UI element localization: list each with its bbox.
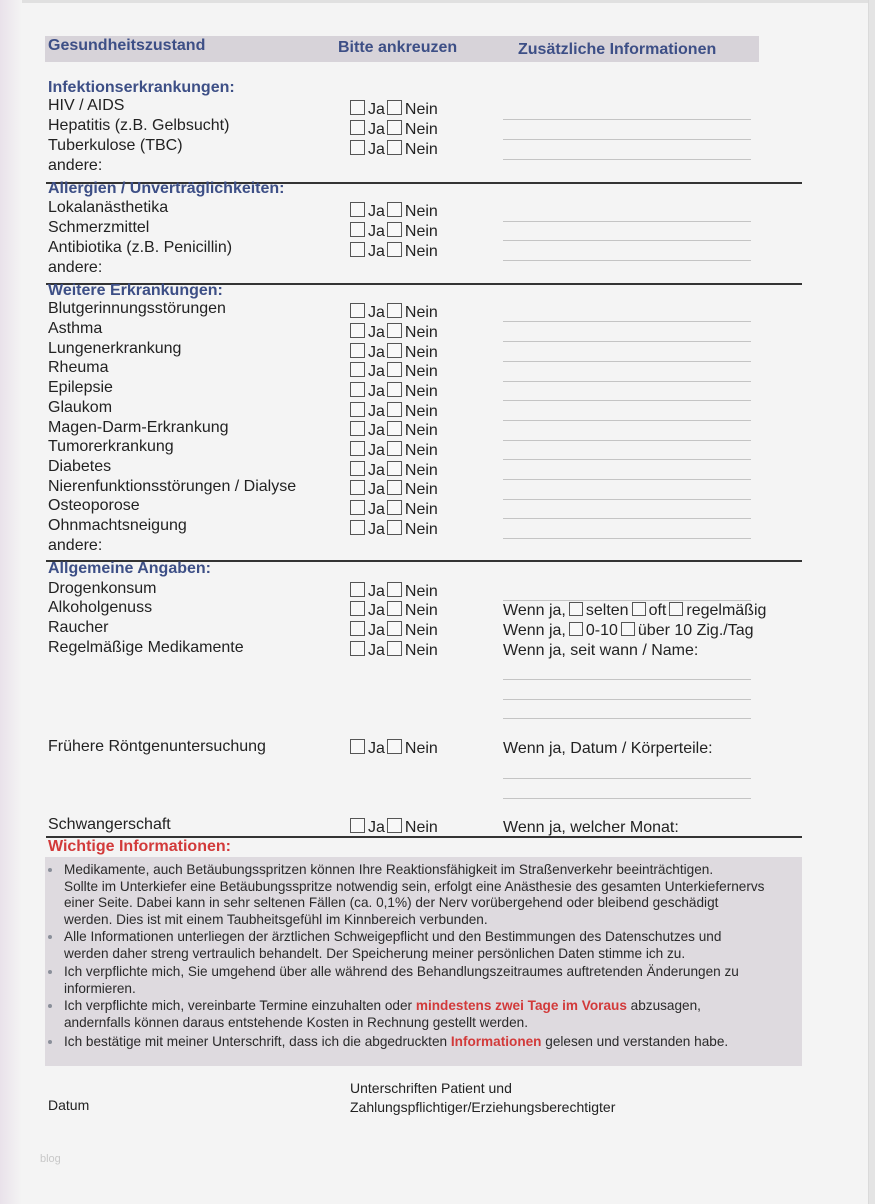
info-line[interactable] [503, 361, 751, 362]
checkbox-no[interactable] [387, 461, 402, 476]
bullet-line: informieren. [64, 980, 136, 996]
yes-no-check [350, 222, 438, 241]
yes-label: Ja [368, 521, 385, 538]
no-label: Nein [404, 344, 438, 361]
no-label: Nein [404, 223, 438, 240]
row-label: Glaukom [48, 399, 113, 416]
bullet-icon [48, 970, 52, 974]
info-line[interactable] [503, 321, 751, 322]
checkbox-yes[interactable] [350, 621, 365, 636]
bullet-highlight: Informationen [450, 1034, 542, 1049]
checkbox-0-10[interactable] [569, 622, 583, 636]
checkbox-yes[interactable] [350, 480, 365, 495]
checkbox-no[interactable] [387, 739, 402, 754]
checkbox-yes[interactable] [350, 382, 365, 397]
row-label: Blutgerinnungsstörungen [48, 300, 226, 317]
checkbox-no[interactable] [387, 323, 402, 338]
info-line[interactable] [503, 479, 751, 480]
info-bullet [48, 964, 804, 997]
checkbox-yes[interactable] [350, 100, 365, 115]
yes-label: Ja [368, 462, 385, 479]
row-label: Antibiotika (z.B. Penicillin) [48, 239, 233, 256]
alcohol-frequency [503, 602, 766, 620]
checkbox-yes[interactable] [350, 323, 365, 338]
info-bullet [48, 1034, 804, 1051]
page-right-edge [868, 0, 875, 1204]
no-label: Nein [404, 462, 438, 479]
info-line[interactable] [503, 679, 751, 680]
checkbox-no[interactable] [387, 362, 402, 377]
checkbox-yes[interactable] [350, 362, 365, 377]
yes-no-check [350, 343, 438, 362]
info-bullet [48, 998, 804, 1031]
row-label: Hepatitis (z.B. Gelbsucht) [48, 117, 230, 134]
smoker-amount [503, 622, 754, 640]
row-label: Tuberkulose (TBC) [48, 137, 183, 154]
checkbox-no[interactable] [387, 421, 402, 436]
checkbox-regelmaessig[interactable] [669, 602, 683, 616]
row-label: Rheuma [48, 359, 109, 376]
yes-no-check [350, 818, 438, 837]
no-label: Nein [404, 243, 438, 260]
yes-no-check [350, 601, 438, 620]
row-label: Frühere Röntgenuntersuchung [48, 738, 266, 755]
watermark: blog [40, 1153, 61, 1165]
yes-no-check [350, 323, 438, 342]
bullet-icon [48, 935, 52, 939]
row-label: Lungenerkrankung [48, 340, 182, 357]
yes-no-check [350, 500, 438, 519]
row-label: Raucher [48, 619, 109, 636]
bullet-line: Alle Informationen unterliegen der ärztlichen Schweigepflicht und den Bestimmungen des Datenschutzes und [64, 929, 722, 944]
section-title-allgemein: Allgemeine Angaben: [48, 560, 211, 577]
yes-label: Ja [368, 243, 385, 260]
row-label: Nierenfunktionsstörungen / Dialyse [48, 478, 297, 495]
checkbox-yes[interactable] [350, 500, 365, 515]
checkbox-yes[interactable] [350, 461, 365, 476]
no-label: Nein [404, 101, 438, 118]
yes-label: Ja [368, 304, 385, 321]
bullet-line: Sollte im Unterkiefer eine Betäubungsspritze notwendig sein, erfolgt eine Anästhesie des gesamten Unterkiefernervs [64, 878, 765, 894]
info-line[interactable] [503, 119, 751, 120]
yes-label: Ja [368, 403, 385, 420]
yes-label: Ja [368, 223, 385, 240]
checkbox-yes[interactable] [350, 140, 365, 155]
yes-no-check [350, 520, 438, 539]
no-label: Nein [404, 602, 438, 619]
section-title-infektion: Infektionserkrankungen: [48, 79, 235, 96]
checkbox-no[interactable] [387, 120, 402, 135]
yes-no-check [350, 202, 438, 221]
signature-label-line2: Zahlungspflichtiger/Erziehungsberechtigter [350, 1099, 616, 1115]
checkbox-yes[interactable] [350, 222, 365, 237]
checkbox-no[interactable] [387, 500, 402, 515]
yes-label: Ja [368, 121, 385, 138]
alcohol-prefix: Wenn ja, [503, 602, 566, 619]
yes-label: Ja [368, 501, 385, 518]
no-label: Nein [404, 363, 438, 380]
row-label: Drogenkonsum [48, 580, 157, 597]
yes-label: Ja [368, 642, 385, 659]
no-label: Nein [404, 141, 438, 158]
info-line[interactable] [503, 240, 751, 241]
checkbox-no[interactable] [387, 601, 402, 616]
yes-label: Ja [368, 203, 385, 220]
info-line[interactable] [503, 699, 751, 700]
checkbox-yes[interactable] [350, 402, 365, 417]
row-label: Tumorerkrankung [48, 438, 174, 455]
row-label: Alkoholgenuss [48, 599, 153, 616]
info-bullet [48, 862, 804, 928]
info-line[interactable] [503, 499, 751, 500]
info-line[interactable] [503, 798, 751, 799]
no-label: Nein [404, 304, 438, 321]
row-label: Diabetes [48, 458, 112, 475]
checkbox-oft[interactable] [632, 602, 646, 616]
no-label: Nein [404, 583, 438, 600]
important-info-title: Wichtige Informationen: [48, 838, 231, 855]
yes-label: Ja [368, 422, 385, 439]
checkbox-no[interactable] [387, 242, 402, 257]
option-label: über 10 Zig./Tag [637, 622, 754, 639]
info-line[interactable] [503, 400, 751, 401]
yes-no-check [350, 402, 438, 421]
checkbox-no[interactable] [387, 222, 402, 237]
yes-label: Ja [368, 442, 385, 459]
bullet-line: andernfalls können daraus entstehende Kosten in Rechnung gestellt werden. [64, 1014, 529, 1030]
yes-no-check [350, 140, 438, 159]
checkbox-no[interactable] [387, 621, 402, 636]
checkbox-no[interactable] [387, 202, 402, 217]
yes-label: Ja [368, 622, 385, 639]
yes-label: Ja [368, 141, 385, 158]
checkbox-no[interactable] [387, 641, 402, 656]
yes-no-check [350, 362, 438, 381]
bullet-line: werden. Dies ist mit einem Taubheitsgefühl im Kinnbereich verbunden. [64, 911, 488, 927]
xray-info-label: Wenn ja, Datum / Körperteile: [503, 740, 713, 757]
info-bullet [48, 929, 804, 962]
checkbox-yes[interactable] [350, 582, 365, 597]
row-label-other: andere: [48, 157, 103, 174]
bullet-text: Ich bestätige mit meiner Unterschrift, dass ich die abgedruckten [64, 1034, 451, 1049]
info-line[interactable] [503, 778, 751, 779]
bullet-icon [48, 868, 52, 872]
medication-info-label: Wenn ja, seit wann / Name: [503, 642, 699, 659]
no-label: Nein [404, 740, 438, 757]
bullet-line: Ich verpflichte mich, Sie umgehend über alle während des Behandlungszeitraumes auftretenden Änderungen zu [64, 964, 739, 979]
checkbox-yes[interactable] [350, 601, 365, 616]
row-label-other: andere: [48, 259, 103, 276]
yes-label: Ja [368, 583, 385, 600]
yes-no-check [350, 461, 438, 480]
bullet-line: Medikamente, auch Betäubungsspritzen können Ihre Reaktionsfähigkeit im Straßenverkehr beeinträchtigen. [64, 862, 714, 877]
row-label: Ohnmachtsneigung [48, 517, 187, 534]
checkbox-yes[interactable] [350, 242, 365, 257]
no-label: Nein [404, 403, 438, 420]
no-label: Nein [404, 422, 438, 439]
yes-no-check [350, 480, 438, 499]
bullet-line: werden daher streng vertraulich behandelt. Der Speicherung meiner persönlichen Daten stimme ich zu. [64, 945, 686, 961]
no-label: Nein [404, 324, 438, 341]
checkbox-no[interactable] [387, 382, 402, 397]
no-label: Nein [404, 622, 438, 639]
yes-no-check [350, 303, 438, 322]
date-label: Datum [48, 1097, 90, 1113]
checkbox-no[interactable] [387, 441, 402, 456]
checkbox-no[interactable] [387, 100, 402, 115]
yes-label: Ja [368, 383, 385, 400]
yes-label: Ja [368, 101, 385, 118]
option-label: oft [648, 602, 667, 619]
no-label: Nein [404, 383, 438, 400]
info-line[interactable] [503, 139, 751, 140]
row-label-other: andere: [48, 537, 103, 554]
row-label: Epilepsie [48, 379, 113, 396]
page-top-edge [0, 0, 875, 3]
no-label: Nein [404, 203, 438, 220]
yes-label: Ja [368, 740, 385, 757]
row-label: Osteoporose [48, 497, 140, 514]
option-label: selten [585, 602, 629, 619]
no-label: Nein [404, 121, 438, 138]
info-line[interactable] [503, 381, 751, 382]
checkbox-yes[interactable] [350, 818, 365, 833]
pregnancy-info-label: Wenn ja, welcher Monat: [503, 819, 679, 836]
info-line[interactable] [503, 459, 751, 460]
checkbox-no[interactable] [387, 140, 402, 155]
yes-no-check [350, 441, 438, 460]
info-line[interactable] [503, 221, 751, 222]
checkbox-yes[interactable] [350, 520, 365, 535]
info-line[interactable] [503, 159, 751, 160]
bullet-text: Ich verpflichte mich, vereinbarte Termine einzuhalten oder [64, 998, 416, 1013]
info-line[interactable] [503, 420, 751, 421]
yes-label: Ja [368, 481, 385, 498]
bullet-icon [48, 1004, 52, 1008]
info-line[interactable] [503, 440, 751, 441]
checkbox-no[interactable] [387, 818, 402, 833]
bullet-line: einer Seite. Dabei kann in sehr seltenen Fällen (ca. 0,1%) der Nerv vorübergehend oder bleibend geschädigt [64, 895, 719, 910]
yes-label: Ja [368, 324, 385, 341]
checkbox-selten[interactable] [569, 602, 583, 616]
checkbox-yes[interactable] [350, 303, 365, 318]
info-line[interactable] [503, 260, 751, 261]
bullet-highlight: mindestens zwei Tage im Voraus [415, 998, 627, 1013]
yes-label: Ja [368, 344, 385, 361]
row-label: Asthma [48, 320, 103, 337]
checkbox-over-10[interactable] [621, 622, 635, 636]
checkbox-yes[interactable] [350, 441, 365, 456]
signature-label-line1: Unterschriften Patient und [350, 1080, 512, 1096]
yes-no-check [350, 242, 438, 261]
info-line[interactable] [503, 538, 751, 539]
option-label: 0-10 [585, 622, 618, 639]
column-header-check: Bitte ankreuzen [338, 39, 458, 56]
yes-no-check [350, 120, 438, 139]
yes-no-check [350, 100, 438, 119]
checkbox-yes[interactable] [350, 202, 365, 217]
checkbox-no[interactable] [387, 402, 402, 417]
yes-label: Ja [368, 602, 385, 619]
row-label: Regelmäßige Medikamente [48, 639, 244, 656]
info-line[interactable] [503, 600, 751, 601]
checkbox-yes[interactable] [350, 120, 365, 135]
row-label: Magen-Darm-Erkrankung [48, 419, 229, 436]
yes-no-check [350, 421, 438, 440]
checkbox-no[interactable] [387, 582, 402, 597]
no-label: Nein [404, 481, 438, 498]
checkbox-no[interactable] [387, 303, 402, 318]
column-header-info: Zusätzliche Informationen [518, 41, 717, 58]
yes-no-check [350, 641, 438, 660]
checkbox-no[interactable] [387, 343, 402, 358]
option-label: regelmäßig [686, 602, 767, 619]
no-label: Nein [404, 642, 438, 659]
bullet-icon [48, 1040, 52, 1044]
checkbox-no[interactable] [387, 520, 402, 535]
checkbox-yes[interactable] [350, 421, 365, 436]
yes-no-check [350, 382, 438, 401]
no-label: Nein [404, 501, 438, 518]
row-label: Schmerzmittel [48, 219, 150, 236]
bullet-text: gelesen und verstanden habe. [541, 1034, 729, 1049]
row-label: Schwangerschaft [48, 816, 171, 833]
no-label: Nein [404, 442, 438, 459]
yes-label: Ja [368, 363, 385, 380]
bullet-text: abzusagen, [626, 998, 701, 1013]
no-label: Nein [404, 819, 438, 836]
yes-no-check [350, 621, 438, 640]
section-title-weitere: Weitere Erkrankungen: [48, 282, 223, 299]
checkbox-yes[interactable] [350, 641, 365, 656]
yes-no-check [350, 739, 438, 758]
checkbox-no[interactable] [387, 480, 402, 495]
info-line[interactable] [503, 518, 751, 519]
scan-shadow [0, 0, 22, 1204]
smoker-prefix: Wenn ja, [503, 622, 566, 639]
checkbox-yes[interactable] [350, 343, 365, 358]
yes-no-check [350, 582, 438, 601]
row-label: HIV / AIDS [48, 97, 125, 114]
info-line[interactable] [503, 341, 751, 342]
section-title-allergien: Allergien / Unverträglichkeiten: [48, 180, 285, 197]
column-header-health: Gesundheitszustand [48, 37, 206, 54]
info-line[interactable] [503, 718, 751, 719]
no-label: Nein [404, 521, 438, 538]
checkbox-yes[interactable] [350, 739, 365, 754]
row-label: Lokalanästhetika [48, 199, 169, 216]
yes-label: Ja [368, 819, 385, 836]
